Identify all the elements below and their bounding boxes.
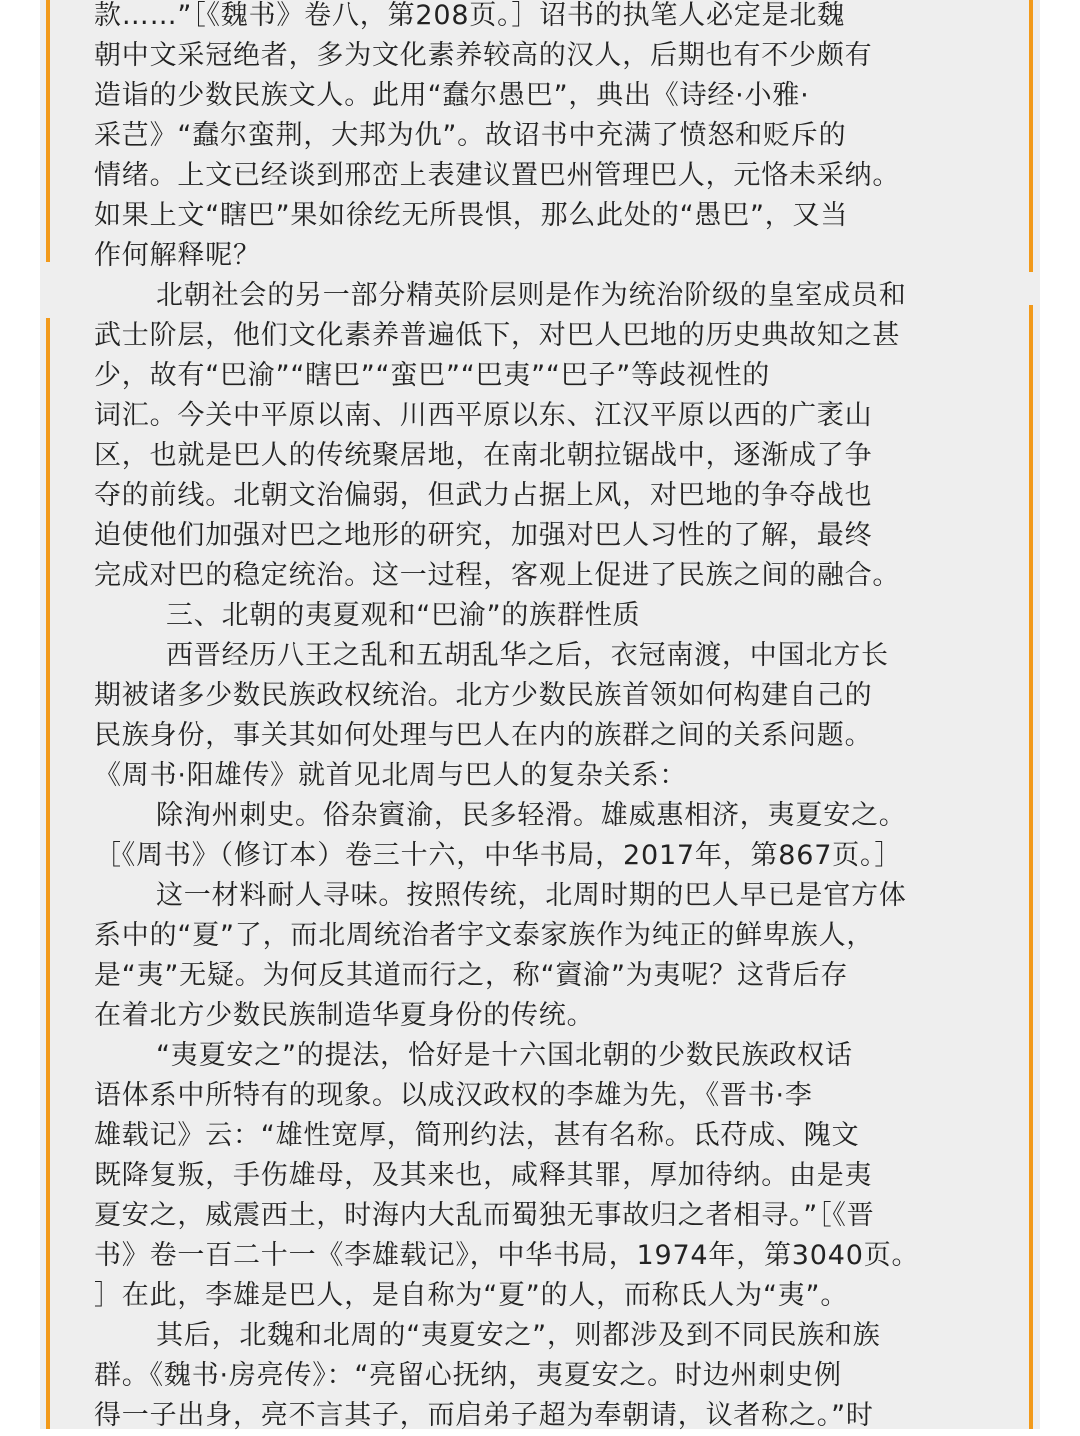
text-line: 《周书·阳雄传》就首见北周与巴人的复杂关系： [94, 760, 688, 791]
text-line: 是“夷”无疑。为何反其道而行之，称“賨渝”为夷呢？这背后存 [94, 960, 849, 991]
text-line: 造诣的少数民族文人。此用“蠢尔愚巴”，典出《诗经·小雅· [94, 80, 810, 111]
citation-line: ［《周书》（修订本）卷三十六，中华书局，2017年，第867页。］ [94, 840, 903, 871]
left-margin-rule [46, 318, 50, 1429]
section-heading: 三、北朝的夷夏观和“巴渝”的族群性质 [166, 600, 641, 631]
text-line: 既降复叛，手伤雄母，及其来也，咸释其罪，厚加待纳。由是夷 [94, 1160, 873, 1191]
right-margin-rule [1029, 0, 1033, 272]
text-line: 得一子出身，亮不言其子，而启弟子超为奉朝请，议者称之。”时 [94, 1400, 874, 1431]
text-line: 书》卷一百二十一《李雄载记》，中华书局，1974年，第3040页。 [94, 1240, 920, 1271]
text-line: 区，也就是巴人的传统聚居地，在南北朝拉锯战中，逐渐成了争 [94, 440, 873, 471]
text-line: 词汇。今关中平原以南、川西平原以东、江汉平原以西的广袤山 [94, 400, 873, 431]
text-line: ］在此，李雄是巴人，是自称为“夏”的人，而称氐人为“夷”。 [94, 1280, 849, 1311]
paragraph-start-line: 北朝社会的另一部分精英阶层则是作为统治阶级的皇室成员和 [156, 280, 907, 311]
text-line: 在着北方少数民族制造华夏身份的传统。 [94, 1000, 595, 1031]
text-line: 期被诸多少数民族政权统治。北方少数民族首领如何构建自己的 [94, 680, 873, 711]
text-line: 少，故有“巴渝”“瞎巴”“蛮巴”“巴夷”“巴子”等歧视性的 [94, 360, 771, 391]
text-line: 迫使他们加强对巴之地形的研究，加强对巴人习性的了解，最终 [94, 520, 873, 551]
text-line: 武士阶层，他们文化素养普遍低下，对巴人巴地的历史典故知之甚 [94, 320, 901, 351]
text-line: 作何解释呢？ [94, 240, 261, 271]
paragraph-start-line: 其后，北魏和北周的“夷夏安之”，则都涉及到不同民族和族 [156, 1320, 881, 1351]
left-margin-rule [46, 0, 50, 262]
right-margin-rule [1029, 305, 1033, 1429]
text-line: 采芑》“蠢尔蛮荆，大邦为仇”。故诏书中充满了愤怒和贬斥的 [94, 120, 847, 151]
text-line: 夏安之，威震西土，时海内大乱而蜀独无事故归之者相寻。”［《晋 [94, 1200, 875, 1231]
quote-line: 除洵州刺史。俗杂賨渝，民多轻滑。雄威惠相济，夷夏安之。 [156, 800, 907, 831]
body-text [94, 0, 984, 1436]
text-line: 朝中文采冠绝者，多为文化素养较高的汉人，后期也有不少颇有 [94, 40, 873, 71]
text-line: 民族身份，事关其如何处理与巴人在内的族群之间的关系问题。 [94, 720, 873, 751]
text-line: 夺的前线。北朝文治偏弱，但武力占据上风，对巴地的争夺战也 [94, 480, 873, 511]
text-line: 语体系中所特有的现象。以成汉政权的李雄为先，《晋书·李 [94, 1080, 813, 1111]
text-line: 群。《魏书·房亮传》：“亮留心抚纳，夷夏安之。时边州刺史例 [94, 1360, 842, 1391]
text-line: 雄载记》云：“雄性宽厚，简刑约法，甚有名称。氐苻成、隗文 [94, 1120, 860, 1151]
paragraph-start-line: 这一材料耐人寻味。按照传统，北周时期的巴人早已是官方体 [156, 880, 907, 911]
paragraph-start-line: 西晋经历八王之乱和五胡乱华之后，衣冠南渡，中国北方长 [166, 640, 889, 671]
text-line: 款……”［《魏书》卷八，第208页。］诏书的执笔人必定是北魏 [94, 0, 846, 31]
paragraph-start-line: “夷夏安之”的提法，恰好是十六国北朝的少数民族政权话 [156, 1040, 853, 1071]
text-line: 如果上文“瞎巴”果如徐纥无所畏惧，那么此处的“愚巴”，又当 [94, 200, 849, 231]
text-line: 完成对巴的稳定统治。这一过程，客观上促进了民族之间的融合。 [94, 560, 901, 591]
text-line: 系中的“夏”了，而北周统治者宇文泰家族作为纯正的鲜卑族人， [94, 920, 875, 951]
text-line: 情绪。上文已经谈到邢峦上表建议置巴州管理巴人，元恪未采纳。 [94, 160, 901, 191]
